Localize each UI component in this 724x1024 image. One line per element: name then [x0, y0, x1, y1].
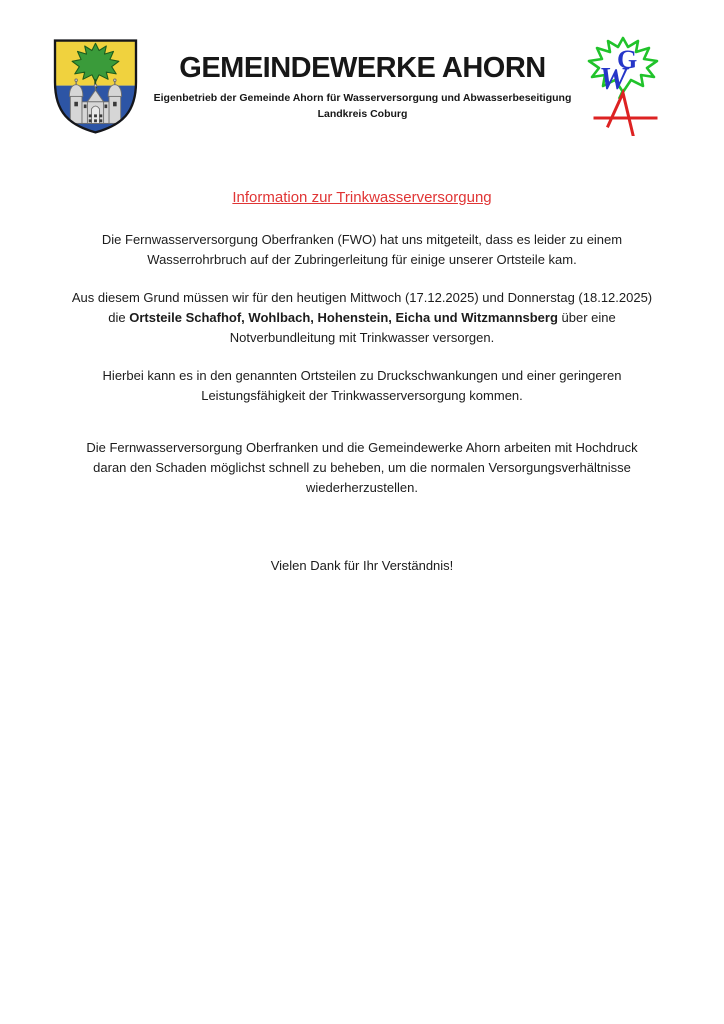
logo-letter-a: [595, 93, 656, 135]
notice-paragraph-3: Hierbei kann es in den genannten Ortsteilen zu Druckschwankungen und einer geringeren Leistungsfähigkeit der Trinkwasserversorgung kommen.: [102, 368, 622, 403]
paragraph-2-suffix: über eine Notverbundleitung mit Trinkwasser versorgen.: [229, 310, 616, 345]
logo-letter-w: W: [599, 60, 628, 96]
notice-paragraph-4: Die Fernwasserversorgung Oberfranken und die Gemeindewerke Ahorn arbeiten mit Hochdruck daran den Schaden möglichst schnell zu beheben, um die normalen Versorgungsverhältnisse wiederherzustellen.: [86, 440, 638, 495]
notice-paragraph-2: [70, 288, 654, 348]
paragraph-2-prefix: Aus diesem Grund müssen wir für den heutigen Mittwoch (17.12.2025) und Donnerstag (18.12.2025) die: [71, 290, 653, 325]
organization-subtitle-line2: Landkreis Coburg: [317, 107, 408, 120]
letterhead: [0, 0, 724, 160]
coat-of-arms-icon: [50, 37, 141, 136]
notice-body: [70, 188, 654, 576]
castle-icon: [69, 79, 121, 123]
affected-districts-bold: Ortsteile Schafhof, Wohlbach, Hohenstein, Eicha und Witzmannsberg: [129, 310, 558, 325]
notice-paragraph-1: Die Fernwasserversorgung Oberfranken (FWO) hat uns mitgeteilt, dass es leider zu einem Wasserrohrbruch auf der Zubringerleitung für einige unserer Ortsteile kam.: [101, 232, 623, 267]
closing-thanks: Vielen Dank für Ihr Verständnis!: [270, 558, 454, 573]
logo-letter-g: G: [617, 45, 638, 74]
gemeindewerke-logo-icon: [583, 36, 663, 136]
organization-subtitle-line1: Eigenbetrieb der Gemeinde Ahorn für Wasserversorgung und Abwasserbeseitigung: [153, 92, 572, 105]
letterhead-text: [150, 52, 575, 122]
organization-title: GEMEINDEWERKE AHORN: [179, 52, 546, 84]
notice-heading: Information zur Trinkwasserversorgung: [232, 189, 492, 206]
